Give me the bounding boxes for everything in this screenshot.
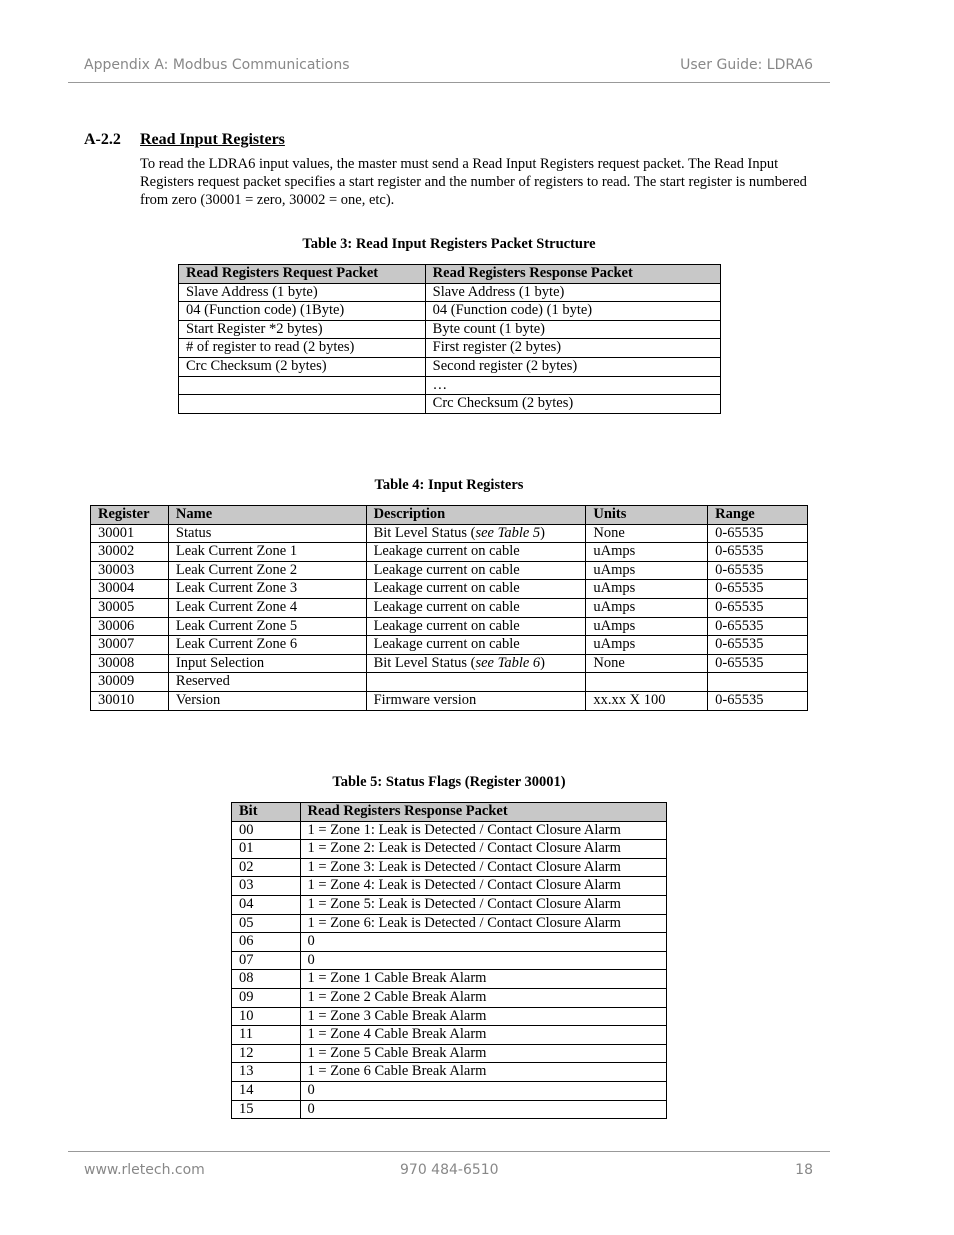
table4-cell: 30004 <box>91 580 169 599</box>
table3-cell: 04 (Function code) (1 byte) <box>425 302 720 321</box>
table4-cell: 30010 <box>91 691 169 710</box>
table5-cell: 00 <box>232 821 301 840</box>
table3-cell <box>179 376 426 395</box>
table5-cell: 1 = Zone 2 Cable Break Alarm <box>300 988 666 1007</box>
table4-cell: Leak Current Zone 3 <box>168 580 366 599</box>
table-row <box>91 673 808 692</box>
table5-header-row <box>232 803 667 822</box>
table-row <box>179 302 721 321</box>
table5-caption: Table 5: Status Flags (Register 30001) <box>332 774 566 790</box>
section-title: Read Input Registers <box>140 131 285 148</box>
table-row <box>179 357 721 376</box>
table3-cell: Crc Checksum (2 bytes) <box>425 395 720 414</box>
table-row <box>232 933 667 952</box>
table4-cell: Bit Level Status (see Table 6) <box>366 654 586 673</box>
footer-rule <box>68 1151 830 1152</box>
table4-cell: 0-65535 <box>708 636 808 655</box>
table4-cell: 0-65535 <box>708 524 808 543</box>
table-reference: see Table 5 <box>475 524 541 541</box>
table4-header-cell: Units <box>586 506 708 525</box>
table4-header-row <box>91 506 808 525</box>
table4-cell: Leakage current on cable <box>366 598 586 617</box>
table5-cell: 13 <box>232 1063 301 1082</box>
table-row <box>232 858 667 877</box>
table-row <box>91 598 808 617</box>
table4-cell: 0-65535 <box>708 617 808 636</box>
table4-cell: 30007 <box>91 636 169 655</box>
table3-cell: Second register (2 bytes) <box>425 357 720 376</box>
table-row <box>91 654 808 673</box>
footer-page-number: 18 <box>795 1162 813 1178</box>
table-row <box>232 1100 667 1119</box>
table-row <box>91 691 808 710</box>
table4-header-cell: Range <box>708 506 808 525</box>
table4-header-cell: Name <box>168 506 366 525</box>
table5-cell: 02 <box>232 858 301 877</box>
table5-cell: 0 <box>300 1100 666 1119</box>
table3-cell: Slave Address (1 byte) <box>425 283 720 302</box>
table5-cell: 1 = Zone 3 Cable Break Alarm <box>300 1007 666 1026</box>
table5-cell: 1 = Zone 2: Leak is Detected / Contact Closure Alarm <box>300 840 666 859</box>
table5-cell: 0 <box>300 951 666 970</box>
header-rule <box>68 82 830 83</box>
table4-cell: 30009 <box>91 673 169 692</box>
table5-cell: 1 = Zone 5: Leak is Detected / Contact Closure Alarm <box>300 895 666 914</box>
table-row <box>179 395 721 414</box>
table3-cell: Byte count (1 byte) <box>425 320 720 339</box>
table4-cell: Leak Current Zone 2 <box>168 561 366 580</box>
table4-header-cell: Register <box>91 506 169 525</box>
table5-cell: 1 = Zone 1 Cable Break Alarm <box>300 970 666 989</box>
footer-phone: 970 484-6510 <box>400 1162 499 1178</box>
table4-cell: 30001 <box>91 524 169 543</box>
table4-cell: 0-65535 <box>708 543 808 562</box>
section-number: A-2.2 <box>84 131 121 148</box>
table3-cell: Crc Checksum (2 bytes) <box>179 357 426 376</box>
table-row <box>232 1007 667 1026</box>
table4-cell: Leakage current on cable <box>366 561 586 580</box>
table5-cell: 11 <box>232 1026 301 1045</box>
table4-cell: uAmps <box>586 561 708 580</box>
table5-header-cell: Read Registers Response Packet <box>300 803 666 822</box>
table3-cell: … <box>425 376 720 395</box>
table3-cell: Slave Address (1 byte) <box>179 283 426 302</box>
table-row <box>232 914 667 933</box>
table3-header-cell: Read Registers Response Packet <box>425 265 720 284</box>
table-row <box>91 580 808 599</box>
table4-cell: uAmps <box>586 580 708 599</box>
table5-header-cell: Bit <box>232 803 301 822</box>
table-row <box>232 1081 667 1100</box>
table4-cell: Leakage current on cable <box>366 636 586 655</box>
table4-cell: Version <box>168 691 366 710</box>
table4-cell: Leakage current on cable <box>366 617 586 636</box>
table4-cell: Leak Current Zone 6 <box>168 636 366 655</box>
table5-cell: 01 <box>232 840 301 859</box>
table5-cell: 0 <box>300 1081 666 1100</box>
table5-cell: 1 = Zone 5 Cable Break Alarm <box>300 1044 666 1063</box>
table-row <box>179 376 721 395</box>
table4-cell: Bit Level Status (see Table 5) <box>366 524 586 543</box>
table5-cell: 15 <box>232 1100 301 1119</box>
table4-cell: Leak Current Zone 4 <box>168 598 366 617</box>
table5-cell: 10 <box>232 1007 301 1026</box>
table-row <box>232 951 667 970</box>
table4-cell: uAmps <box>586 636 708 655</box>
table4-cell: Leakage current on cable <box>366 580 586 599</box>
table4-cell: 0-65535 <box>708 580 808 599</box>
table4-cell: uAmps <box>586 598 708 617</box>
table-row <box>232 988 667 1007</box>
table5-cell: 03 <box>232 877 301 896</box>
table4-cell: 30003 <box>91 561 169 580</box>
table-row <box>91 561 808 580</box>
table3-caption: Table 3: Read Input Registers Packet Structure <box>302 236 596 252</box>
table-row <box>232 877 667 896</box>
header-left: Appendix A: Modbus Communications <box>84 57 350 73</box>
table5-cell: 04 <box>232 895 301 914</box>
table5-cell: 0 <box>300 933 666 952</box>
table-row <box>232 1044 667 1063</box>
table4-cell <box>708 673 808 692</box>
table4-cell: 30002 <box>91 543 169 562</box>
table4-cell: 30008 <box>91 654 169 673</box>
table4 <box>90 505 808 711</box>
table4-cell: Leak Current Zone 5 <box>168 617 366 636</box>
table-row <box>232 821 667 840</box>
table4-cell <box>586 673 708 692</box>
table-reference: see Table 6 <box>475 654 541 671</box>
table4-cell: 0-65535 <box>708 691 808 710</box>
table4-cell: uAmps <box>586 543 708 562</box>
table4-cell <box>366 673 586 692</box>
table4-cell: 0-65535 <box>708 654 808 673</box>
section-paragraph: To read the LDRA6 input values, the master must send a Read Input Registers request packet. The Read Input Registers request packet specifies a start register and the number of registers to read. The start register is numbered from zero (30001 = zero, 30002 = one, etc). <box>140 156 807 208</box>
table4-cell: Firmware version <box>366 691 586 710</box>
table5-cell: 1 = Zone 3: Leak is Detected / Contact Closure Alarm <box>300 858 666 877</box>
table4-cell: 0-65535 <box>708 598 808 617</box>
table-row <box>232 895 667 914</box>
table-row <box>91 543 808 562</box>
table5-cell: 06 <box>232 933 301 952</box>
table4-header-cell: Description <box>366 506 586 525</box>
table5 <box>231 802 667 1119</box>
table4-cell: Leakage current on cable <box>366 543 586 562</box>
table5-cell: 1 = Zone 4 Cable Break Alarm <box>300 1026 666 1045</box>
table4-cell: 0-65535 <box>708 561 808 580</box>
table-row <box>179 320 721 339</box>
table-row <box>91 636 808 655</box>
table4-cell: uAmps <box>586 617 708 636</box>
table-row <box>91 524 808 543</box>
table3-cell: 04 (Function code) (1Byte) <box>179 302 426 321</box>
table5-cell: 1 = Zone 4: Leak is Detected / Contact Closure Alarm <box>300 877 666 896</box>
table4-cell: None <box>586 654 708 673</box>
table-row <box>179 339 721 358</box>
table4-cell: Reserved <box>168 673 366 692</box>
table3-cell: # of register to read (2 bytes) <box>179 339 426 358</box>
table5-cell: 1 = Zone 6 Cable Break Alarm <box>300 1063 666 1082</box>
table-row <box>232 1063 667 1082</box>
table5-cell: 07 <box>232 951 301 970</box>
table3-cell: Start Register *2 bytes) <box>179 320 426 339</box>
table5-cell: 05 <box>232 914 301 933</box>
table5-cell: 1 = Zone 1: Leak is Detected / Contact Closure Alarm <box>300 821 666 840</box>
table5-cell: 12 <box>232 1044 301 1063</box>
table4-cell: Leak Current Zone 1 <box>168 543 366 562</box>
table5-cell: 1 = Zone 6: Leak is Detected / Contact Closure Alarm <box>300 914 666 933</box>
table-row <box>91 617 808 636</box>
table-row <box>232 840 667 859</box>
table4-cell: None <box>586 524 708 543</box>
table-row <box>232 1026 667 1045</box>
table4-cell: 30006 <box>91 617 169 636</box>
table5-cell: 09 <box>232 988 301 1007</box>
table-row <box>232 970 667 989</box>
table4-caption: Table 4: Input Registers <box>374 477 524 493</box>
table5-cell: 08 <box>232 970 301 989</box>
table4-cell: Status <box>168 524 366 543</box>
table4-cell: Input Selection <box>168 654 366 673</box>
table3-header-row <box>179 265 721 284</box>
table3-header-cell: Read Registers Request Packet <box>179 265 426 284</box>
table3-cell: First register (2 bytes) <box>425 339 720 358</box>
table3 <box>178 264 721 414</box>
footer-website: www.rletech.com <box>84 1162 205 1178</box>
table3-cell <box>179 395 426 414</box>
header-right: User Guide: LDRA6 <box>680 57 813 73</box>
table4-cell: 30005 <box>91 598 169 617</box>
table5-cell: 14 <box>232 1081 301 1100</box>
table4-cell: xx.xx X 100 <box>586 691 708 710</box>
table-row <box>179 283 721 302</box>
